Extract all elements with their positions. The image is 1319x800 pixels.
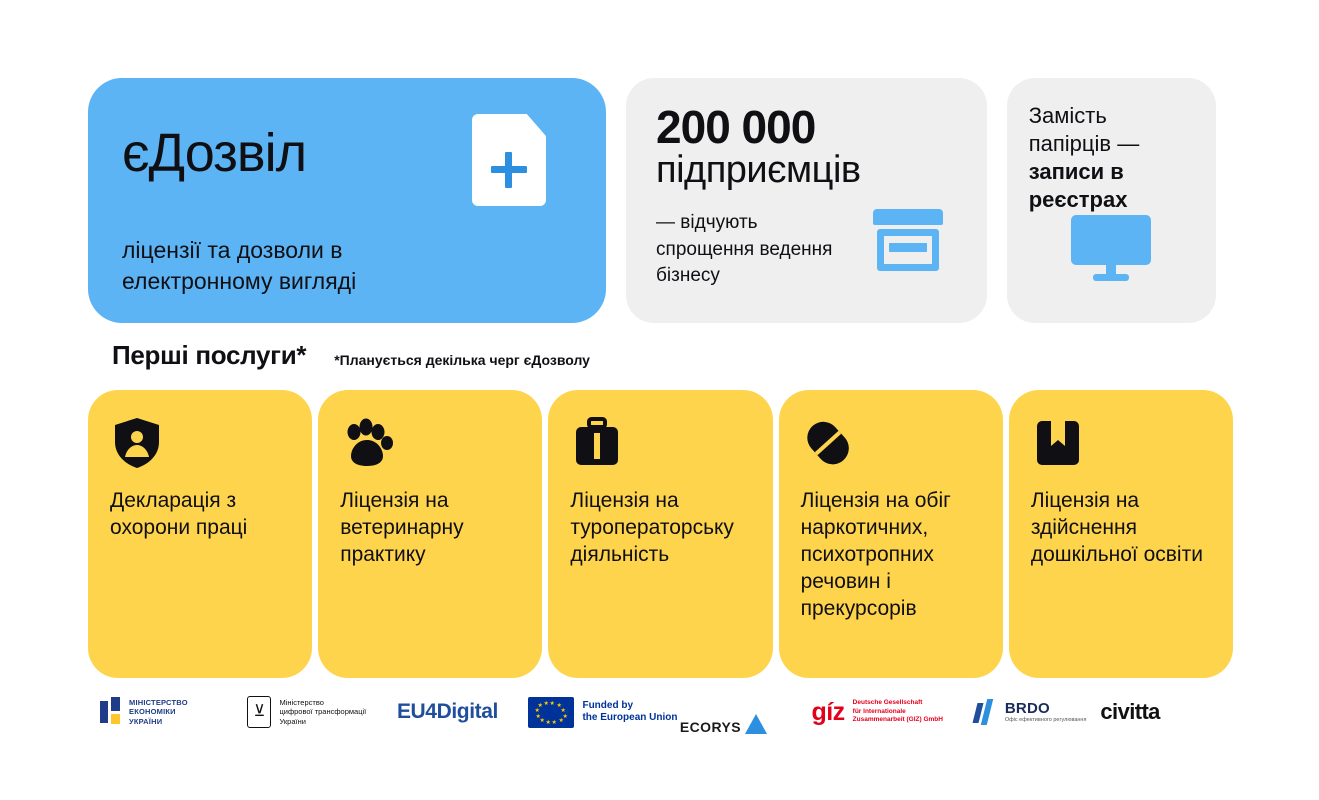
brdo-mark-icon <box>973 699 999 725</box>
hero-title: єДозвіл <box>122 123 307 183</box>
logo-wordmark: gíz <box>811 697 845 726</box>
logo-eu4digital: EU4Digital <box>396 700 498 723</box>
stat-number: 200 000 <box>656 101 816 153</box>
service-card-narcotics-circulation-licence[interactable] <box>779 390 1003 678</box>
registry-text-plain: Замість папірців — <box>1028 103 1140 157</box>
service-card-veterinary-licence[interactable] <box>318 390 542 678</box>
logo-ministry-of-economy <box>100 689 247 735</box>
monitor-icon <box>1071 215 1151 281</box>
logo-funded-by-eu <box>528 689 679 735</box>
logo-civitta: civitta <box>1100 699 1160 724</box>
suitcase-icon <box>570 416 624 470</box>
logo-brdo <box>973 689 1101 735</box>
eu-flag-icon: ★ ★ ★ ★ ★ ★ ★ ★ ★ ★ ★ ★ <box>528 697 574 728</box>
section-heading <box>112 340 590 371</box>
document-plus-icon <box>472 114 546 206</box>
service-label: Декларація з охорони праці <box>110 489 248 539</box>
book-bookmark-icon <box>1031 416 1085 470</box>
section-footnote: *Планується декілька черг єДозволу <box>334 352 590 368</box>
registry-card <box>1007 78 1216 323</box>
logo-text: BRDO Офіс ефективного регулювання <box>1004 700 1087 724</box>
logo-text: МІНІСТЕРСТВО ЕКОНОМІКИ УКРАЇНИ <box>129 698 188 726</box>
logo-giz <box>811 689 972 735</box>
logo-ministry-of-digital-transformation <box>247 689 396 735</box>
service-card-labour-safety-declaration[interactable] <box>88 390 312 678</box>
shield-person-icon <box>110 416 164 470</box>
top-cards-row <box>88 78 1216 323</box>
partner-logos-row <box>100 686 1220 738</box>
service-label: Ліцензія на обіг наркотичних, психотропних речовин і прекурсорів <box>800 489 951 620</box>
logo-wordmark: ECORYS <box>679 719 741 735</box>
service-label: Ліцензія на здійснення дошкільної освіти <box>1030 489 1203 566</box>
ukraine-trident-icon: ⊻ <box>247 696 271 728</box>
service-cards-row <box>88 390 1233 678</box>
logo-text: Funded by the European Union <box>582 699 678 723</box>
service-card-preschool-education-licence[interactable] <box>1009 390 1233 678</box>
hero-card <box>88 78 606 323</box>
shop-icon <box>873 209 943 271</box>
pill-icon <box>801 416 855 470</box>
service-card-tour-operator-licence[interactable] <box>548 390 772 678</box>
service-label: Ліцензія на ветеринарну практику <box>340 489 464 566</box>
stat-note: — відчують спрощення ведення бізнесу <box>656 212 833 286</box>
stat-number-label: підприємців <box>656 148 861 191</box>
paw-icon <box>340 416 394 470</box>
hero-subtitle: ліцензії та дозволи в електронному вигляді <box>122 236 357 294</box>
logo-text: Міністерство цифрової трансформації України <box>279 697 367 726</box>
section-title: Перші послуги* <box>112 340 307 370</box>
logo-ecorys <box>680 689 812 735</box>
registry-text-bold: записи в реєстрах <box>1028 159 1128 213</box>
ministry-of-economy-mark-icon <box>100 697 122 727</box>
logo-text: Deutsche Gesellschaft für Internationale Zusammenarbeit (GIZ) GmbH <box>852 699 943 724</box>
ecorys-triangle-icon <box>745 714 767 734</box>
service-label: Ліцензія на туроператорську діяльність <box>570 489 734 566</box>
registry-text <box>1029 102 1194 215</box>
entrepreneurs-stat-card <box>626 78 987 323</box>
